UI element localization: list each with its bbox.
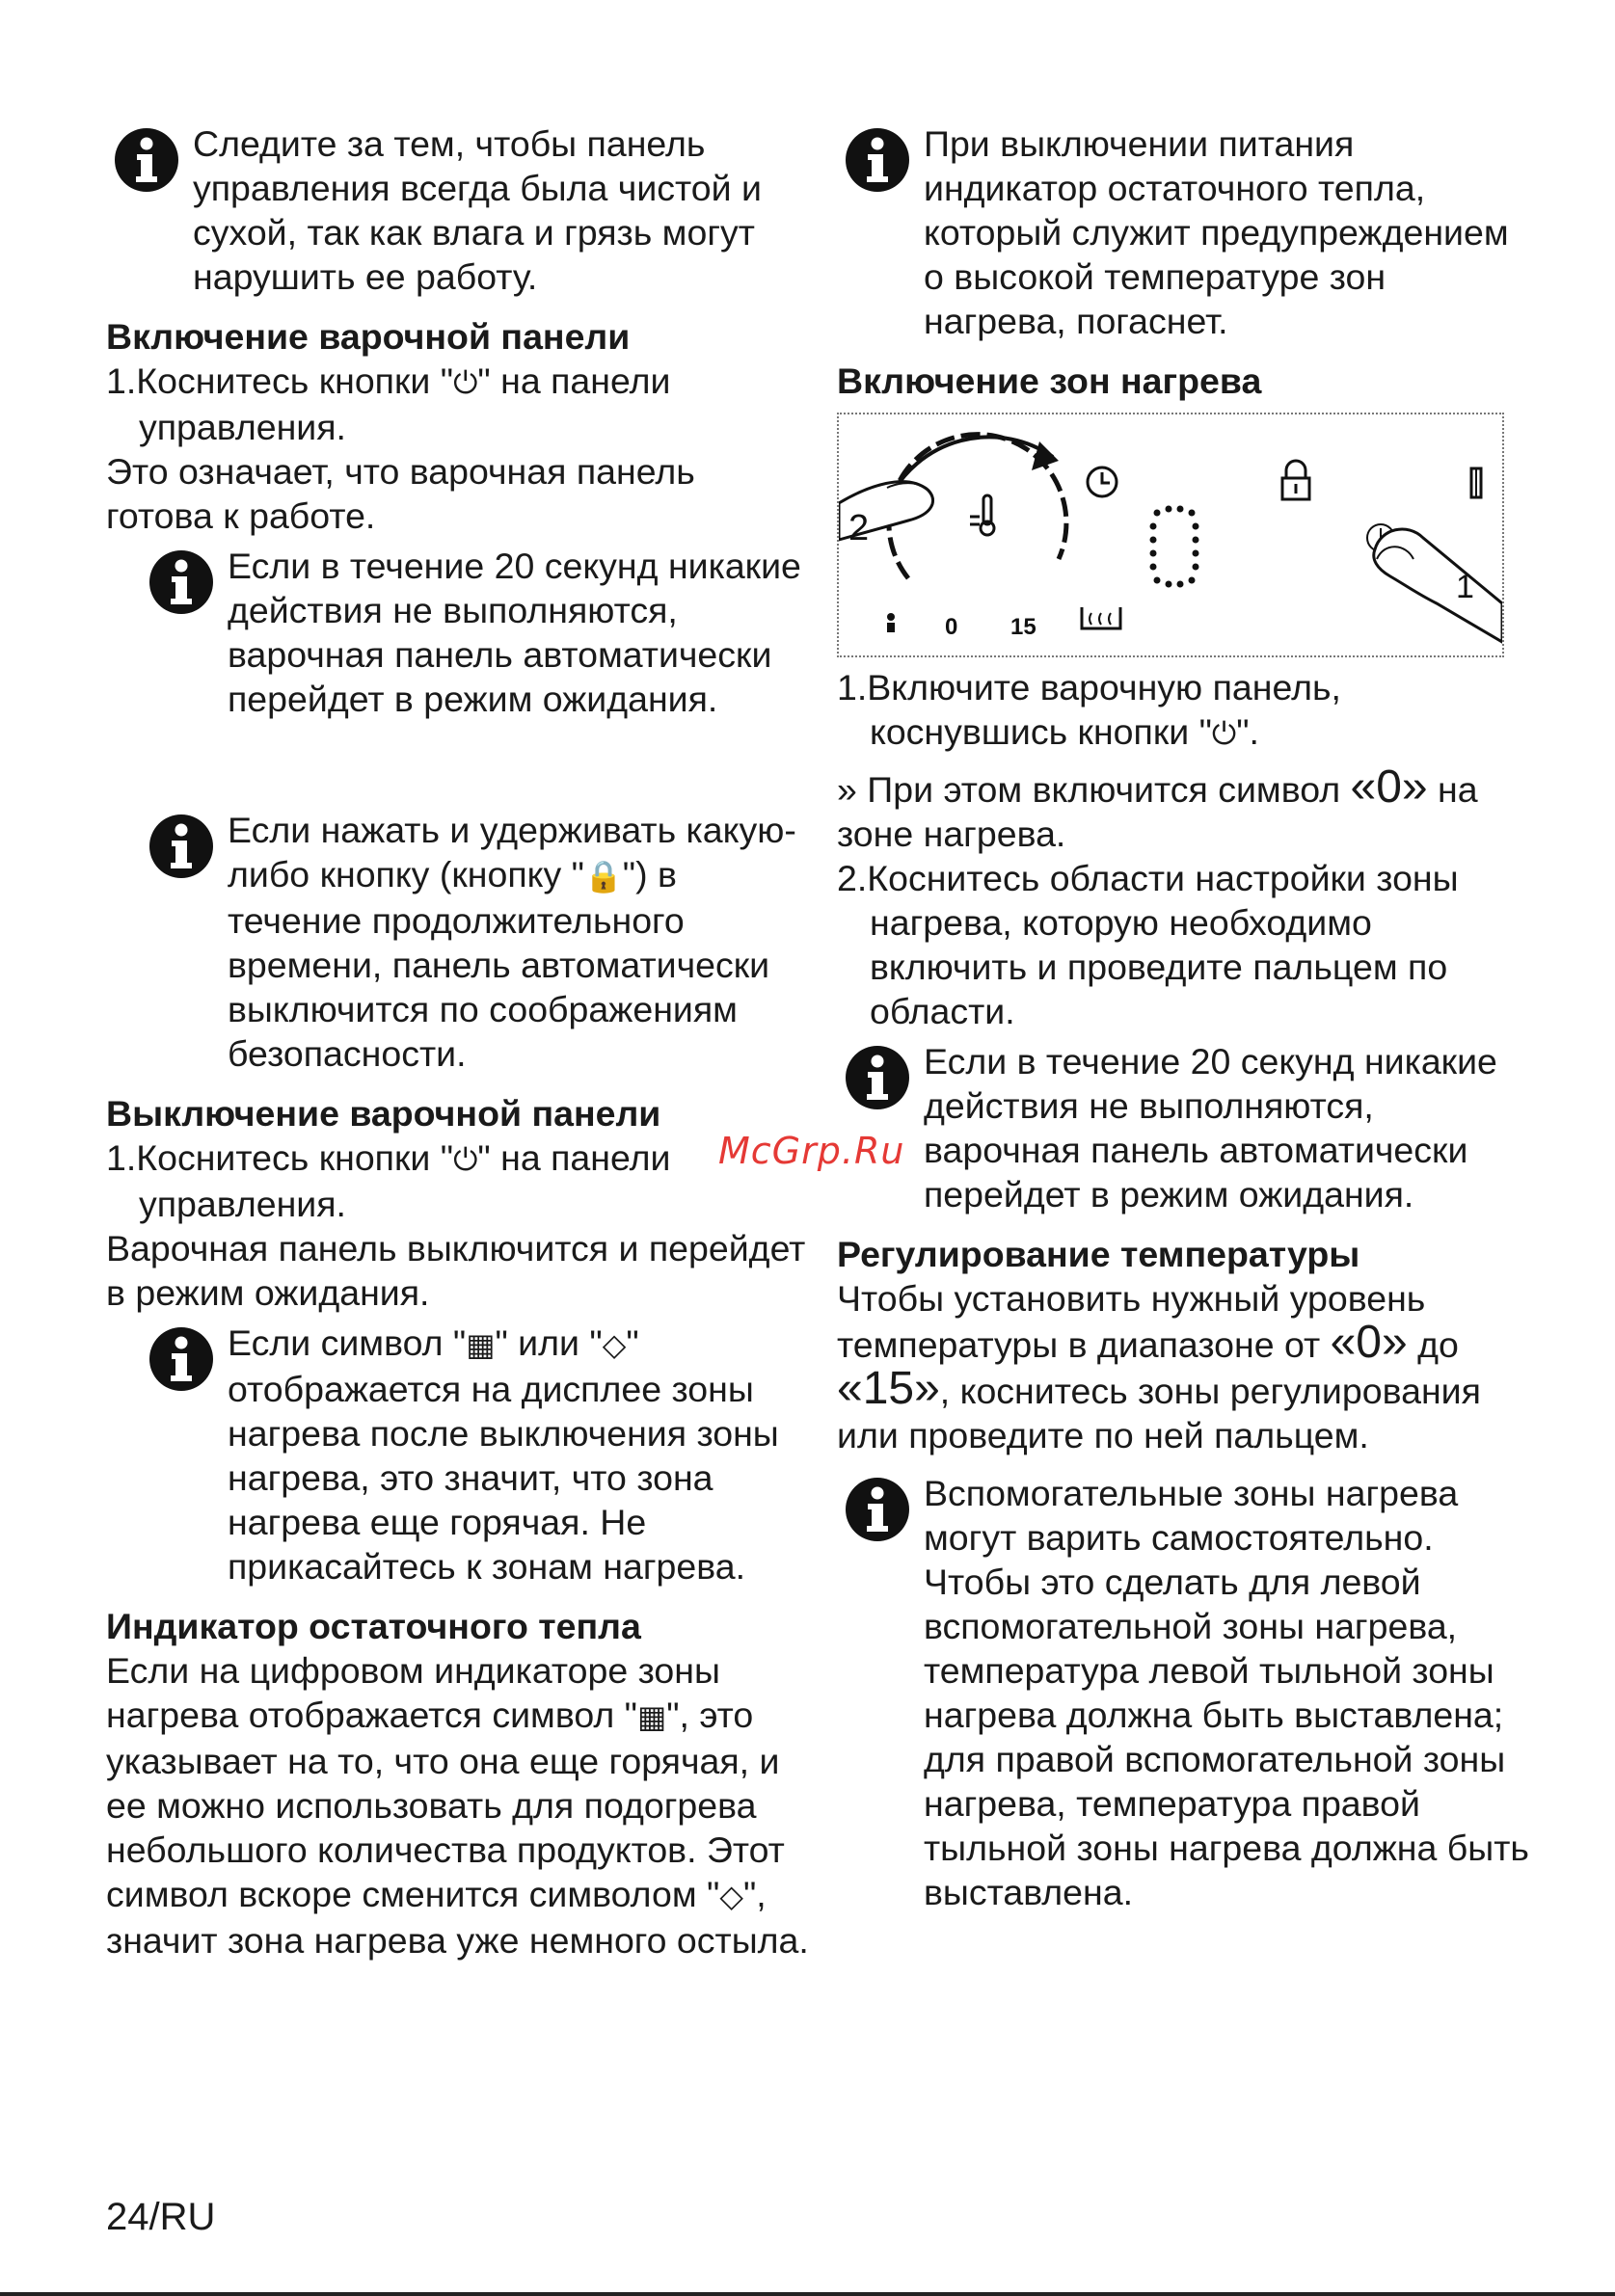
- watermark: McGrp.Ru: [718, 1130, 905, 1172]
- power-icon: ⏻: [1211, 715, 1237, 752]
- info-note-hot-symbol: [141, 1321, 810, 1589]
- lock-icon: 🔒: [583, 858, 623, 894]
- paragraph-hob-off: Варочная панель выключится и перейдет в режим ожидания.: [106, 1228, 806, 1313]
- info-note-clean: [106, 121, 810, 299]
- hot-symbol-icon: ▦: [636, 1698, 667, 1735]
- info-note-hold: [141, 808, 810, 1076]
- zone-indicator-icon: [1471, 468, 1481, 497]
- warm-symbol-icon: ◇: [602, 1326, 627, 1363]
- heading-hob-on: Включение варочной панели: [106, 316, 631, 357]
- paragraph-residual-heat: Если на цифровом индикаторе зоны нагрева отображается символ "▦", это указывает на то, что она еще горячая, и ее можно использовать для подогрева небольшого количества продуктов. Этот символ вскоре сменится символом "◇", значит зона нагрева уже немного остыла.: [106, 1650, 809, 1961]
- info-icon: [845, 127, 910, 193]
- finger-2-illustration: [839, 482, 933, 548]
- bottom-rule: [0, 2292, 1615, 2296]
- left-column: [106, 121, 810, 1962]
- step-zones-1: 1.Включите варочную панель, коснувшись кнопки "⏻".: [837, 667, 1341, 752]
- boost-icon: [1082, 607, 1120, 628]
- note-text: Если символ "▦" или "◇" отображается на дисплее зоны нагрева после выключения зоны нагрева, это значит, что зона нагрева еще горячая. Не прикасайтесь к зонам нагрева.: [228, 1322, 779, 1587]
- note-text: Следите за тем, чтобы панель управления всегда была чистой и сухой, так как влага и грязь могут нарушить ее работу.: [193, 123, 762, 297]
- zone-display: [1150, 506, 1199, 588]
- note-text: Если нажать и удерживать какую-либо кнопку (кнопку "🔒") в течение продолжительного времени, панель автоматически выключится по соображениям безопасности.: [228, 810, 796, 1074]
- info-icon: [148, 1326, 214, 1392]
- info-note-power-off: [837, 121, 1531, 343]
- right-column: [837, 121, 1531, 1914]
- step-zones-result: » При этом включится символ «0» на зоне нагрева.: [837, 761, 1478, 854]
- note-text: Если в течение 20 секунд никакие действия не выполняются, варочная панель автоматически перейдет в режим ожидания.: [228, 546, 801, 719]
- finger-1-label: 1: [1456, 569, 1474, 605]
- heading-hob-off: Выключение варочной панели: [106, 1093, 661, 1134]
- power-icon: ⏻: [453, 1141, 478, 1178]
- info-icon: [148, 814, 214, 879]
- lock-icon: [1282, 461, 1309, 499]
- info-note-standby: [141, 544, 810, 721]
- thermometer-icon: [970, 495, 994, 535]
- control-panel-illustration: [839, 414, 1502, 655]
- info-icon: [114, 127, 179, 193]
- hot-symbol-icon: ▦: [466, 1326, 496, 1363]
- step-hob-on-1: 1.Коснитесь кнопки "⏻" на панели управления.: [106, 360, 671, 447]
- slider-min-label: 0: [945, 614, 958, 640]
- page-number: 24/RU: [106, 2196, 216, 2238]
- note-text: Если в течение 20 секунд никакие действия не выполняются, варочная панель автоматически перейдет в режим ожидания.: [924, 1041, 1497, 1215]
- heading-residual-heat: Индикатор остаточного тепла: [106, 1606, 641, 1646]
- info-note-standby: [837, 1039, 1531, 1216]
- step-zones-2: 2.Коснитесь области настройки зоны нагрева, которую необходимо включить и проведите пальцем по области.: [837, 858, 1459, 1031]
- slider-max-label: 15: [1010, 614, 1036, 640]
- heading-zones-on: Включение зон нагрева: [837, 360, 1262, 401]
- info-note-auxiliary-zones: [837, 1471, 1531, 1914]
- heading-temperature: Регулирование температуры: [837, 1234, 1360, 1274]
- info-icon: [845, 1045, 910, 1110]
- paragraph-temperature: Чтобы установить нужный уровень температуры в диапазоне от «0» до «15», коснитесь зоны регулирования или проведите по ней пальцем.: [837, 1278, 1481, 1455]
- step-hob-off-1: 1.Коснитесь кнопки "⏻" на панели управления.: [106, 1137, 671, 1224]
- finger-2-label: 2: [848, 508, 870, 548]
- residual-heat-small-icon: [887, 613, 895, 632]
- warm-symbol-icon: ◇: [719, 1878, 743, 1914]
- paragraph-hob-ready: Это означает, что варочная панель готова к работе.: [106, 451, 695, 536]
- finger-1-illustration: [1367, 524, 1502, 642]
- info-icon: [845, 1477, 910, 1542]
- power-icon: ⏻: [453, 364, 478, 401]
- note-text: При выключении питания индикатор остаточного тепла, который служит предупреждением о высокой температуре зон нагрева, погаснет.: [924, 123, 1509, 341]
- control-panel-figure: [837, 413, 1504, 657]
- info-icon: [148, 549, 214, 615]
- note-text: Вспомогательные зоны нагрева могут варить самостоятельно. Чтобы это сделать для левой вспомогательной зоны нагрева, температура левой тыльной зоны нагрева должна быть выставлена; для правой вспомогательной зоны нагрева, температура правой тыльной зоны нагрева должна быть выставлена.: [924, 1473, 1529, 1912]
- timer-icon: [1088, 467, 1117, 496]
